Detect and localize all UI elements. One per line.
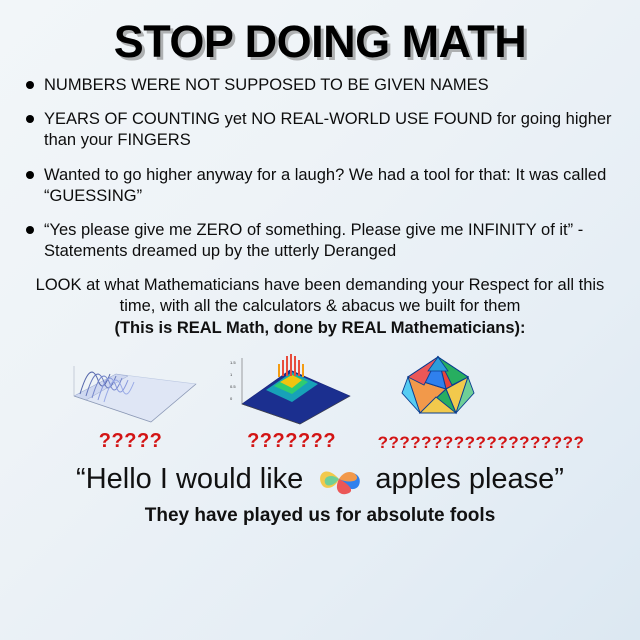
figure-caption: ??????????????????? — [377, 433, 585, 453]
riemann-surface-plot — [311, 459, 367, 499]
figure-caption: ????? — [98, 430, 163, 453]
svg-text:1: 1 — [229, 372, 232, 378]
figure-1 — [56, 344, 206, 451]
surface-plot — [56, 344, 206, 429]
list-item — [44, 109, 616, 151]
bullet-text: YEARS OF COUNTING yet NO REAL-WORLD USE FOUND for going higher than your FINGERS — [44, 110, 612, 150]
list-item — [44, 75, 616, 96]
svg-text:0: 0 — [229, 396, 232, 402]
bullet-dot-icon — [26, 171, 34, 179]
bullet-dot-icon — [26, 226, 34, 234]
svg-text:1.5: 1.5 — [229, 360, 236, 366]
bullet-text: NUMBERS WERE NOT SUPPOSED TO BE GIVEN NAMES — [44, 76, 489, 95]
footer-text: They have played us for absolute fools — [144, 505, 496, 527]
figure-2 — [222, 344, 362, 451]
figure-row — [18, 344, 622, 451]
hello-text-before: “Hello I would like — [76, 462, 304, 495]
polyhedron-plot — [378, 347, 498, 432]
real-math-paragraph: (This is REAL Math, done by REAL Mathematicians): — [114, 319, 526, 338]
list-item — [44, 165, 616, 207]
look-paragraph: LOOK at what Mathematicians have been demanding your Respect for all this time, with all the calculators & abacus we built for them — [35, 276, 605, 316]
hello-text-after: apples please” — [375, 462, 564, 495]
bullet-list — [18, 75, 622, 262]
list-item — [44, 220, 616, 262]
peaks-surface-plot — [222, 344, 362, 429]
page-title: STOP DOING MATH — [113, 16, 527, 67]
bullet-dot-icon — [26, 81, 34, 89]
bullet-text: “Yes please give me ZERO of something. Please give me INFINITY of it” - Statements dreamed up by the utterly Deranged — [44, 220, 584, 260]
figure-3 — [378, 347, 585, 451]
svg-text:0.5: 0.5 — [229, 384, 236, 390]
bullet-text: Wanted to go higher anyway for a laugh? We had a tool for that: It was called “GUESSING” — [44, 165, 607, 205]
hello-line — [18, 459, 622, 499]
figure-caption: ??????? — [247, 430, 337, 453]
bullet-dot-icon — [26, 115, 34, 123]
